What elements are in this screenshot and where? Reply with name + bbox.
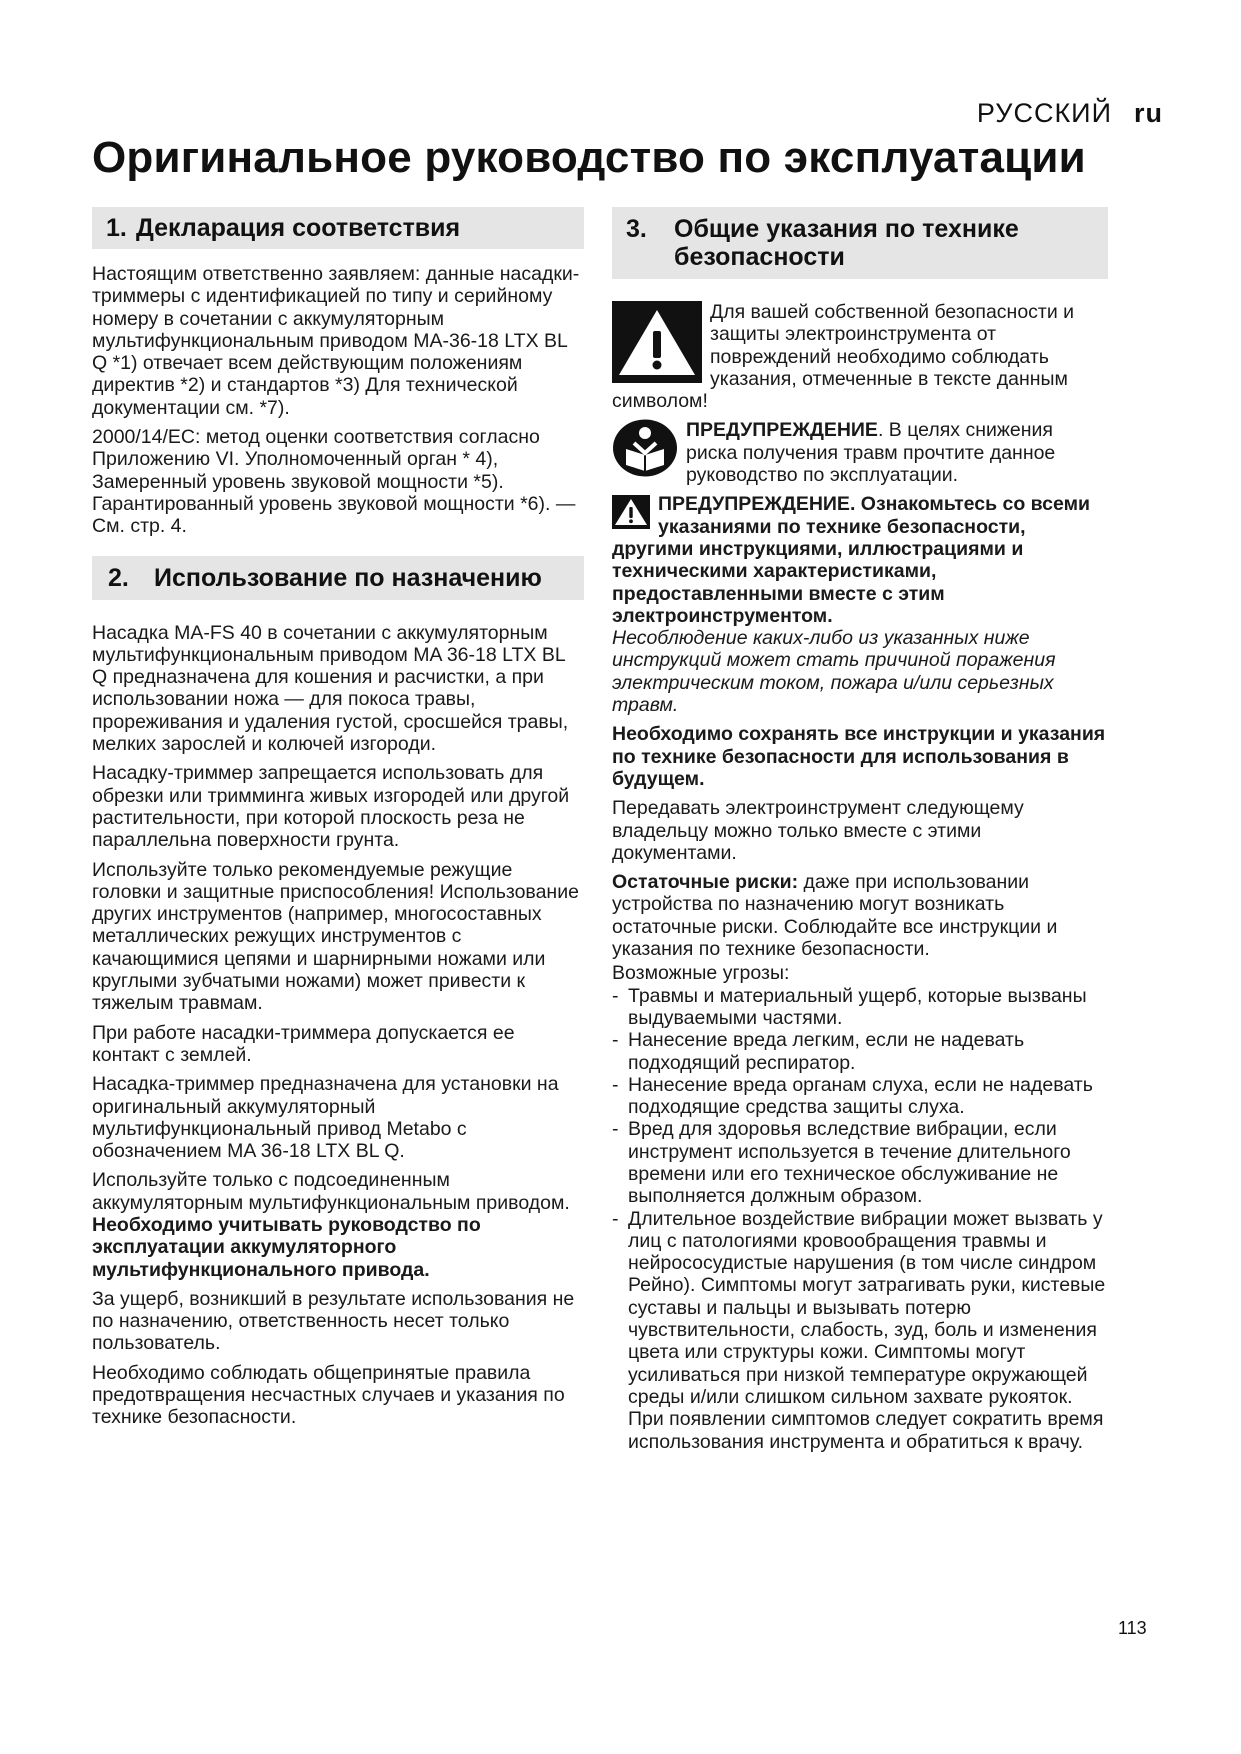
list-item: - Нанесение вреда органам слуха, если не надевать подходящие средства защиты слуха. <box>612 1074 1108 1119</box>
symbol-note-text: Для вашей собственной безопасности и защиты электроинструмента от повреждений необходимо соблюдать указания, отмеченные в тексте данным символом! <box>612 301 1075 413</box>
section-2-heading <box>92 556 584 600</box>
compatibility-paragraph: Насадка-триммер предназначена для установки на оригинальный аккумуляторный мультифункциональный привод Metabo с обозначением MA 36-18 LTX BL Q. <box>92 1073 559 1163</box>
keep-instructions-text: Необходимо сохранять все инструкции и указания по технике безопасности для использования в будущем. <box>612 723 1106 790</box>
warning-consequences-text: Несоблюдение каких-либо из указанных ниже инструкций может стать причиной поражения электрическим током, пожара и/или серьезных травм. <box>612 627 1056 717</box>
hazards-title: Возможные угрозы: <box>612 962 790 985</box>
transfer-text: Передавать электроинструмент следующему владельцу можно только вместе с этими документами. <box>612 797 1024 864</box>
language-header <box>977 98 1163 129</box>
page-title: Оригинальное руководство по эксплуатации <box>92 133 1086 182</box>
residual-risks-body: даже при использовании устройства по назначению могут возникать остаточные риски. Соблюдайте все инструкции и указания по технике безопасности. <box>612 871 1058 961</box>
section-3-heading <box>612 207 1108 279</box>
intended-use-paragraph: Насадка MA-FS 40 в сочетании с аккумуляторным мультифункциональным приводом MA 36-18 LTX BL Q предназначена для кошения и расчистки, а при использовании ножа — для покоса травы, прореживания и удаления густой, сросшейся травы, мелких зарослей и колючей изгороди. <box>92 621 569 756</box>
connected-drive-paragraph <box>92 1169 584 1280</box>
hazards-list <box>612 985 1108 1453</box>
liability-paragraph: За ущерб, возникший в результате использования не по назначению, ответственность несет только пользователь. <box>92 1287 575 1355</box>
hedge-prohibition-paragraph: Насадку-триммер запрещается использовать для обрезки или тримминга живых изгородей или другой растительности, при которой плоскость реза не параллельна поверхности грунта. <box>92 762 570 852</box>
warning-read-manual-body: . В целях снижения риска получения травм прочтите данное руководство по эксплуатации. <box>686 419 1056 487</box>
warning-triangle-small-icon <box>612 495 650 529</box>
warning-read-manual-text <box>612 419 1108 486</box>
declaration-paragraph: Настоящим ответственно заявляем: данные насадки-триммеры с идентификацией по типу и серийному номеру в сочетании с аккумуляторным мультифункциональным приводом MA-36-18 LTX BL Q *1) отвечает всем действующим положениям директив *2) и стандартов *3) Для технической документации см. *7). <box>92 263 580 419</box>
section-2-title: Использование по назначению <box>154 563 542 592</box>
warning-label: ПРЕДУПРЕЖДЕНИЕ <box>686 419 878 442</box>
section-3-number: 3. <box>626 215 647 243</box>
list-item: - Вред для здоровья вследствие вибрации, если инструмент используется в течение длительного времени или его техническое обслуживание не выполняется должным образом. <box>612 1118 1108 1207</box>
list-item: - Травмы и материальный ущерб, которые вызваны выдуваемыми частями. <box>612 985 1108 1030</box>
connected-drive-bold: Необходимо учитывать руководство по эксплуатации аккумуляторного мультифункционального привода. <box>92 1213 481 1281</box>
recommended-tools-paragraph: Используйте только рекомендуемые режущие головки и защитные приспособления! Использование других инструментов (например, многосоставных металлических режущих инструментов с качающимися цепями и шарнирными ножами или круглыми зубчатыми ножами) может привести к тяжелым травмам. <box>92 858 579 1015</box>
warning-general-block <box>612 493 1108 627</box>
section-3-title: Общие указания по технике безопасности <box>674 215 1019 271</box>
warning-read-manual-block <box>612 419 1108 493</box>
section-1-title: Декларация соответствия <box>136 214 461 242</box>
ground-contact-paragraph: При работе насадки-триммера допускается ее контакт с землей. <box>92 1021 515 1066</box>
right-column <box>612 207 1108 1453</box>
symbol-note-block <box>612 301 1108 419</box>
list-item: - Длительное воздействие вибрации может вызвать у лиц с патологиями кровообращения травмы и нейрососудистые нарушения (в том числе синдром Рейно). Симптомы могут затрагивать руки, кистевые суставы и пальцы и вызывать потерю чувствительности, слабость, зуд, боль и изменения цвета или структуры кожи. Симптомы могут усиливаться при низкой температуре окружающей среды и/или слишком сильном захвате рукояток. При появлении симптомов следует сократить время использования инструмента и обратиться к врачу. <box>612 1208 1108 1453</box>
read-manual-icon <box>612 419 678 477</box>
warning-triangle-icon <box>612 301 702 383</box>
residual-risks-text <box>612 871 1108 960</box>
section-1-heading <box>92 207 584 249</box>
warning-general-text: ПРЕДУПРЕЖДЕНИЕ. Ознакомьтесь со всеми указаниями по технике безопасности, другими инструкциями, иллюстрациями и техническими характеристиками, предоставленными вместе с этим электроинструментом. <box>612 493 1091 627</box>
connected-drive-text: Используйте только с подсоединенным аккумуляторным мультифункциональным приводом. <box>92 1169 570 1214</box>
page-number: 113 <box>1118 1618 1147 1638</box>
section-1-number: 1. <box>106 214 127 242</box>
list-item: - Нанесение вреда легким, если не надевать подходящий респиратор. <box>612 1029 1108 1074</box>
directive-paragraph: 2000/14/EC: метод оценки соответствия согласно Приложению VI. Уполномоченный орган * 4), Замеренный уровень звуковой мощности *5). Гарантированный уровень звуковой мощности *6). — См. стр. 4. <box>92 426 576 538</box>
language-label: РУССКИЙ <box>976 98 1112 128</box>
safety-rules-paragraph: Необходимо соблюдать общепринятые правила предотвращения несчастных случаев и указания по технике безопасности. <box>92 1361 565 1429</box>
section-2-number: 2. <box>108 563 129 592</box>
left-column <box>92 207 584 1436</box>
language-code: ru <box>1134 98 1163 128</box>
residual-risks-label: Остаточные риски: <box>612 871 799 894</box>
